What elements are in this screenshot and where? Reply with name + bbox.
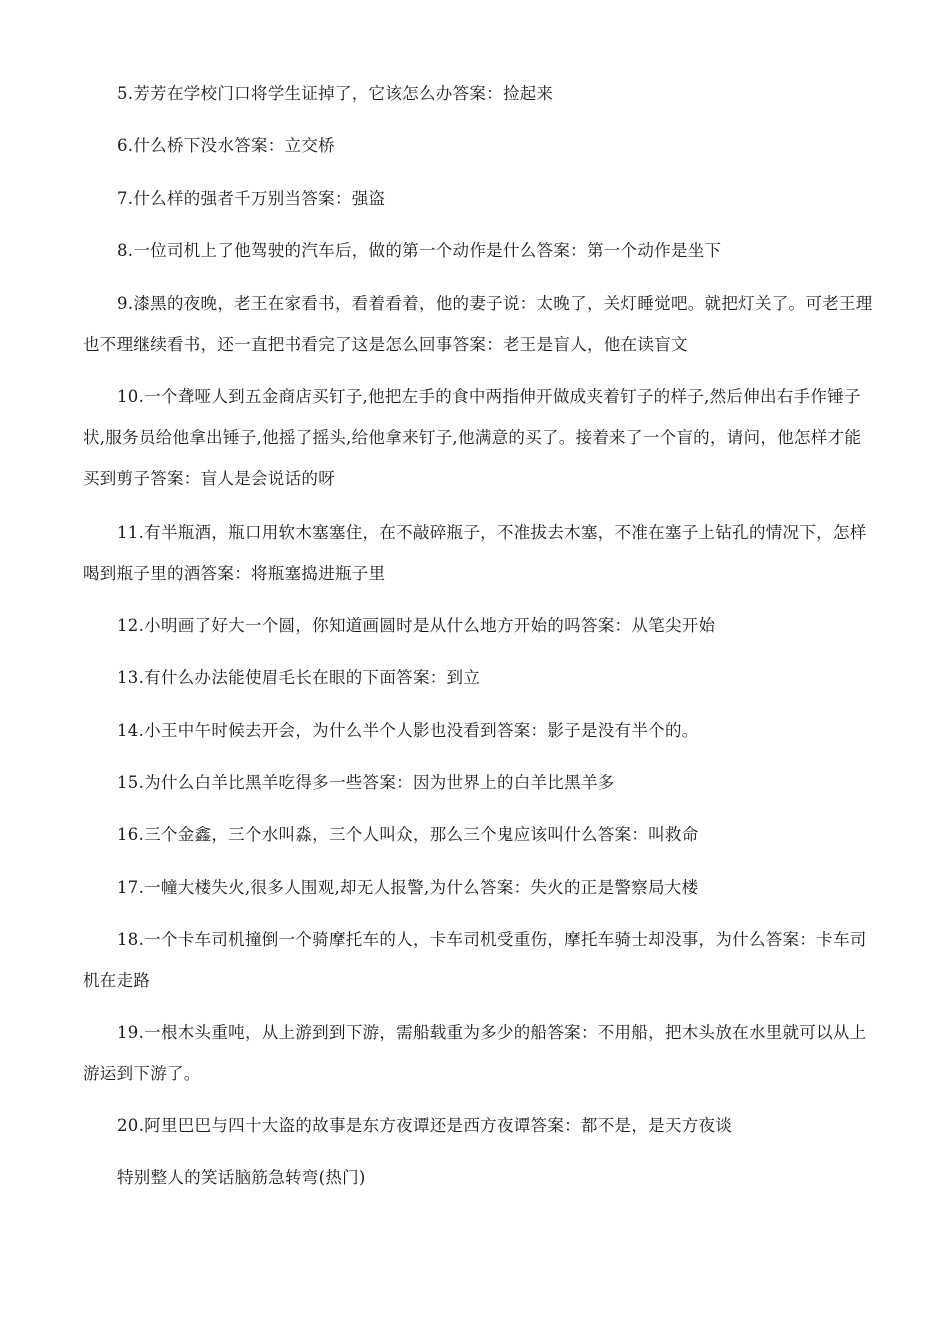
riddle-12: 12.小明画了好大一个圆，你知道画圆时是从什么地方开始的吗答案：从笔尖开始: [117, 616, 716, 635]
riddle-10: 10.一个聋哑人到五金商店买钉子,他把左手的食中两指伸开做成夹着钉子的样子,然后伸出右手作锤子状,服务员给他拿出锤子,他摇了摇头,给他拿来钉子,他满意的买了。接着来了一个盲的，请问，他怎样才能买到剪子答案：盲人是会说话的呀: [83, 387, 862, 488]
riddle-15: 15.为什么白羊比黑羊吃得多一些答案：因为世界上的白羊比黑羊多: [117, 773, 615, 792]
riddle-20: 20.阿里巴巴与四十大盗的故事是东方夜谭还是西方夜谭答案：都不是，是天方夜谈: [117, 1116, 733, 1135]
riddle-9: 9.漆黑的夜晚，老王在家看书，看着看着，他的妻子说：太晚了，关灯睡觉吧。就把灯关了。可老王理也不理继续看书，还一直把书看完了这是怎么回事答案：老王是盲人，他在读盲文: [83, 294, 873, 354]
riddle-5: 5.芳芳在学校门口将学生证掉了，它该怎么办答案：捡起来: [117, 84, 554, 103]
riddle-6: 6.什么桥下没水答案：立交桥: [117, 136, 335, 155]
riddle-14: 14.小王中午时候去开会，为什么半个人影也没看到答案：影子是没有半个的。: [117, 721, 699, 740]
riddle-13: 13.有什么办法能使眉毛长在眼的下面答案：到立: [117, 668, 481, 687]
riddle-19: 19.一根木头重吨，从上游到到下游，需船载重为多少的船答案：不用船，把木头放在水里就可以从上游运到下游了。: [83, 1023, 867, 1083]
riddle-17: 17.一幢大楼失火,很多人围观,却无人报警,为什么答案：失火的正是警察局大楼: [117, 878, 699, 897]
riddle-11: 11.有半瓶酒，瓶口用软木塞塞住，在不敲碎瓶子，不准拔去木塞，不准在塞子上钻孔的情况下，怎样喝到瓶子里的酒答案：将瓶塞捣进瓶子里: [83, 523, 867, 583]
riddle-16: 16.三个金鑫，三个水叫淼，三个人叫众，那么三个鬼应该叫什么答案：叫救命: [117, 825, 699, 844]
riddle-18: 18.一个卡车司机撞倒一个骑摩托车的人，卡车司机受重伤，摩托车骑士却没事，为什么答案：卡车司机在走路: [83, 930, 867, 990]
section-heading: 特别整人的笑话脑筋急转弯(热门): [117, 1168, 366, 1187]
riddle-8: 8.一位司机上了他驾驶的汽车后，做的第一个动作是什么答案：第一个动作是坐下: [117, 241, 722, 260]
riddle-7: 7.什么样的强者千万别当答案：强盗: [117, 189, 386, 208]
